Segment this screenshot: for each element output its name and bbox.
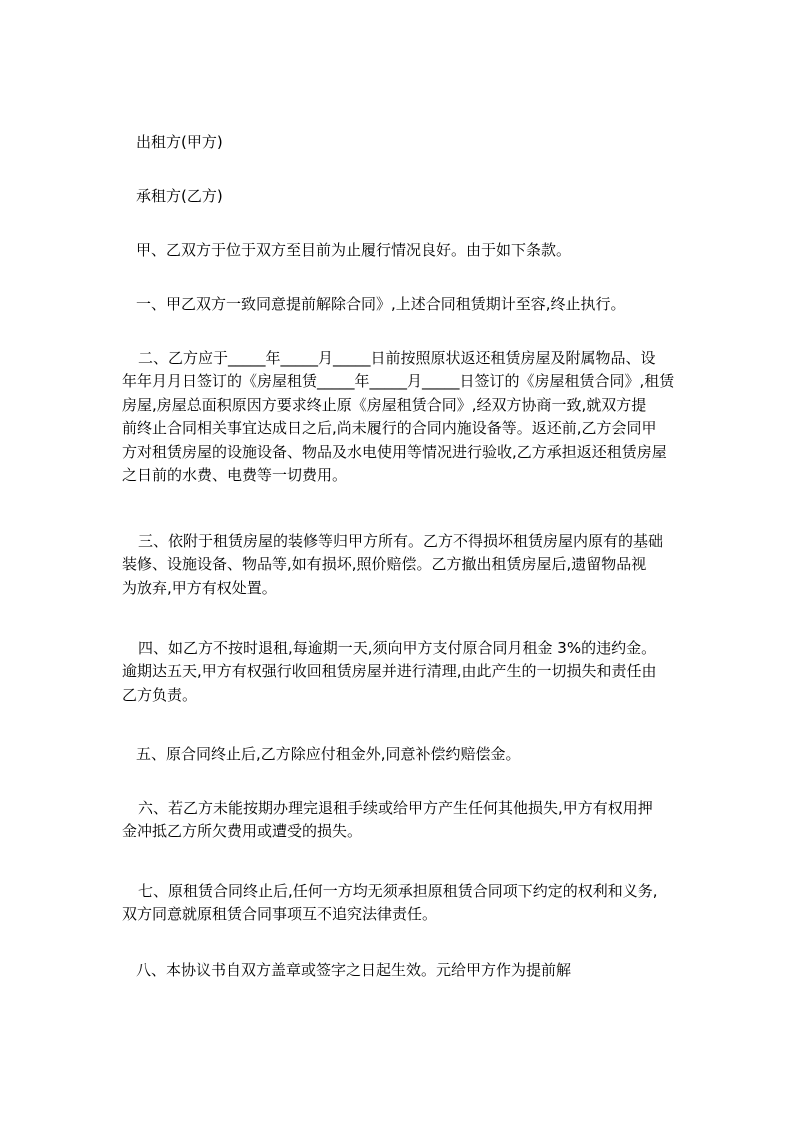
clause-3-line: 装修、设施设备、物品等,如有损坏,照价赔偿。乙方撤出租赁房屋后,遗留物品视	[122, 555, 647, 574]
clause-4	[122, 637, 712, 707]
clause-7-line: 七、原租赁合同终止后,任何一方均无须承担原租赁合同项下约定的权利和义务,	[138, 882, 658, 900]
clause-3-line: 三、依附于租赁房屋的装修等归甲方所有。乙方不得损坏租赁房屋内原有的基础	[138, 532, 664, 550]
clause-7	[122, 880, 712, 927]
clause-4-line: 四、如乙方不按时退租,每逾期一天,须向甲方支付原合同月租金 3%的违约金。	[138, 639, 657, 657]
clause-4-line: 乙方负责。	[122, 685, 198, 704]
clause-2-line: 方对租赁房屋的设施设备、物品及水电使用等情况进行验收,乙方承担返还租赁房屋	[122, 442, 667, 461]
clause-2	[122, 347, 712, 487]
clause-2-line: 年年月月日签订的《房屋租赁_____年_____月_____日签订的《房屋租赁合同》,租赁	[122, 372, 675, 391]
clause-2-line: 前终止合同相关事宜达成日之后,尚未履行的合同内施设备等。返还前,乙方会同甲	[122, 419, 657, 438]
clause-6	[122, 797, 712, 844]
clause-4-line: 逾期达五天,甲方有权强行收回租赁房屋并进行清理,由此产生的一切损失和责任由	[122, 662, 657, 681]
clause-6-line: 金冲抵乙方所欠费用或遭受的损失。	[122, 822, 363, 841]
clause-3-line: 为放弃,甲方有权处置。	[122, 578, 277, 597]
clause-2-line: 二、乙方应于_____年_____月_____日前按照原状返还租赁房屋及附属物品、设	[138, 349, 656, 367]
clause-2-line: 之日前的水费、电费等一切费用。	[122, 466, 348, 485]
clause-1: 一、甲乙双方一致同意提前解除合同》,上述合同租赁期计至容,终止执行。	[136, 295, 626, 313]
clause-5: 五、原合同终止后,乙方除应付租金外,同意补偿约赔偿金。	[136, 745, 521, 763]
clause-2-line: 房屋,房屋总面积原因方要求终止原《房屋租赁合同》,经双方协商一致,就双方提	[122, 395, 647, 414]
lessor-label: 出租方(甲方)	[136, 133, 223, 151]
clause-7-line: 双方同意就原租赁合同事项互不追究法律责任。	[122, 905, 438, 924]
preamble-paragraph: 甲、乙双方于位于双方至目前为止履行情况良好。由于如下条款。	[136, 241, 572, 259]
clause-3	[122, 530, 712, 600]
clause-6-line: 六、若乙方未能按期办理完退租手续或给甲方产生任何其他损失,甲方有权用押	[138, 799, 653, 817]
lessee-label: 承租方(乙方)	[136, 187, 223, 205]
clause-8: 八、本协议书自双方盖章或签字之日起生效。元给甲方作为提前解	[136, 961, 572, 979]
